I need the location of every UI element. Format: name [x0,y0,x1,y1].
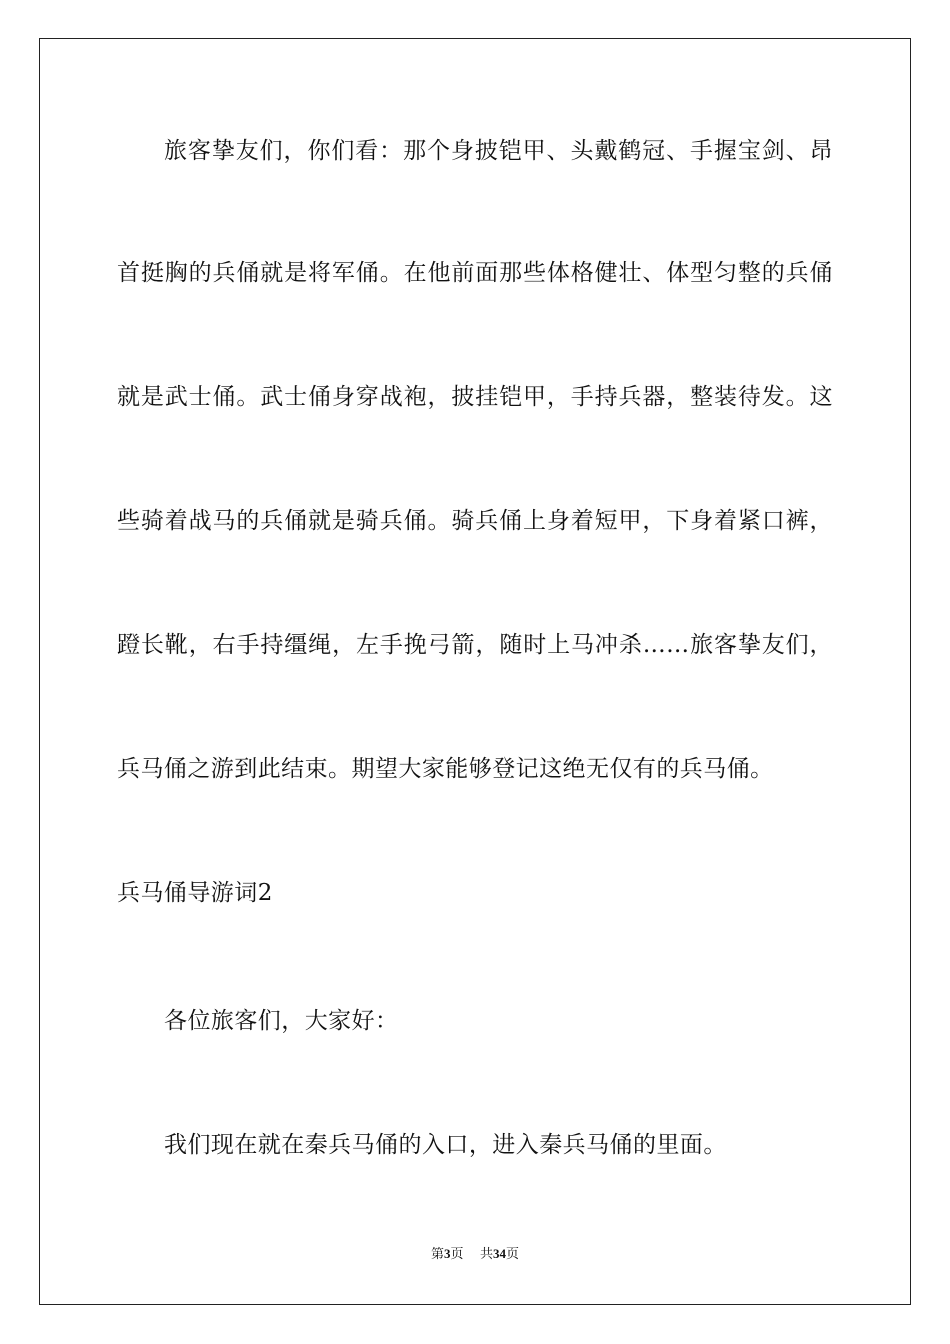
footer-total-prefix: 共 [480,1247,494,1262]
body-line-6: 兵马俑之游到此结束。期望大家能够登记这绝无仅有的兵马俑。 [117,756,774,782]
footer-page-suffix: 页 [450,1247,464,1262]
greeting-line: 各位旅客们，大家好： [164,1008,399,1034]
body-line-2: 首挺胸的兵俑就是将军俑。在他前面那些体格健壮、体型匀整的兵俑 [117,260,833,286]
body-line-4: 些骑着战马的兵俑就是骑兵俑。骑兵俑上身着短甲，下身着紧口裤， [117,508,833,534]
footer-total-pages: 34 [493,1246,507,1261]
page-border [39,38,911,1305]
page-footer [0,1245,950,1264]
body-line-1: 旅客挚友们，你们看：那个身披铠甲、头戴鹤冠、手握宝剑、昂 [164,138,833,164]
body-line-5: 蹬长靴，右手持缰绳，左手挽弓箭，随时上马冲杀……旅客挚友们， [117,632,833,658]
body-line-3: 就是武士俑。武士俑身穿战袍，披挂铠甲，手持兵器，整装待发。这 [117,384,833,410]
footer-total-suffix: 页 [506,1247,520,1262]
intro-line: 我们现在就在秦兵马俑的入口，进入秦兵马俑的里面。 [164,1132,727,1158]
section-heading: 兵马俑导游词2 [117,880,273,906]
footer-page-number: 3 [443,1246,451,1261]
footer-page-prefix: 第 [430,1247,444,1262]
